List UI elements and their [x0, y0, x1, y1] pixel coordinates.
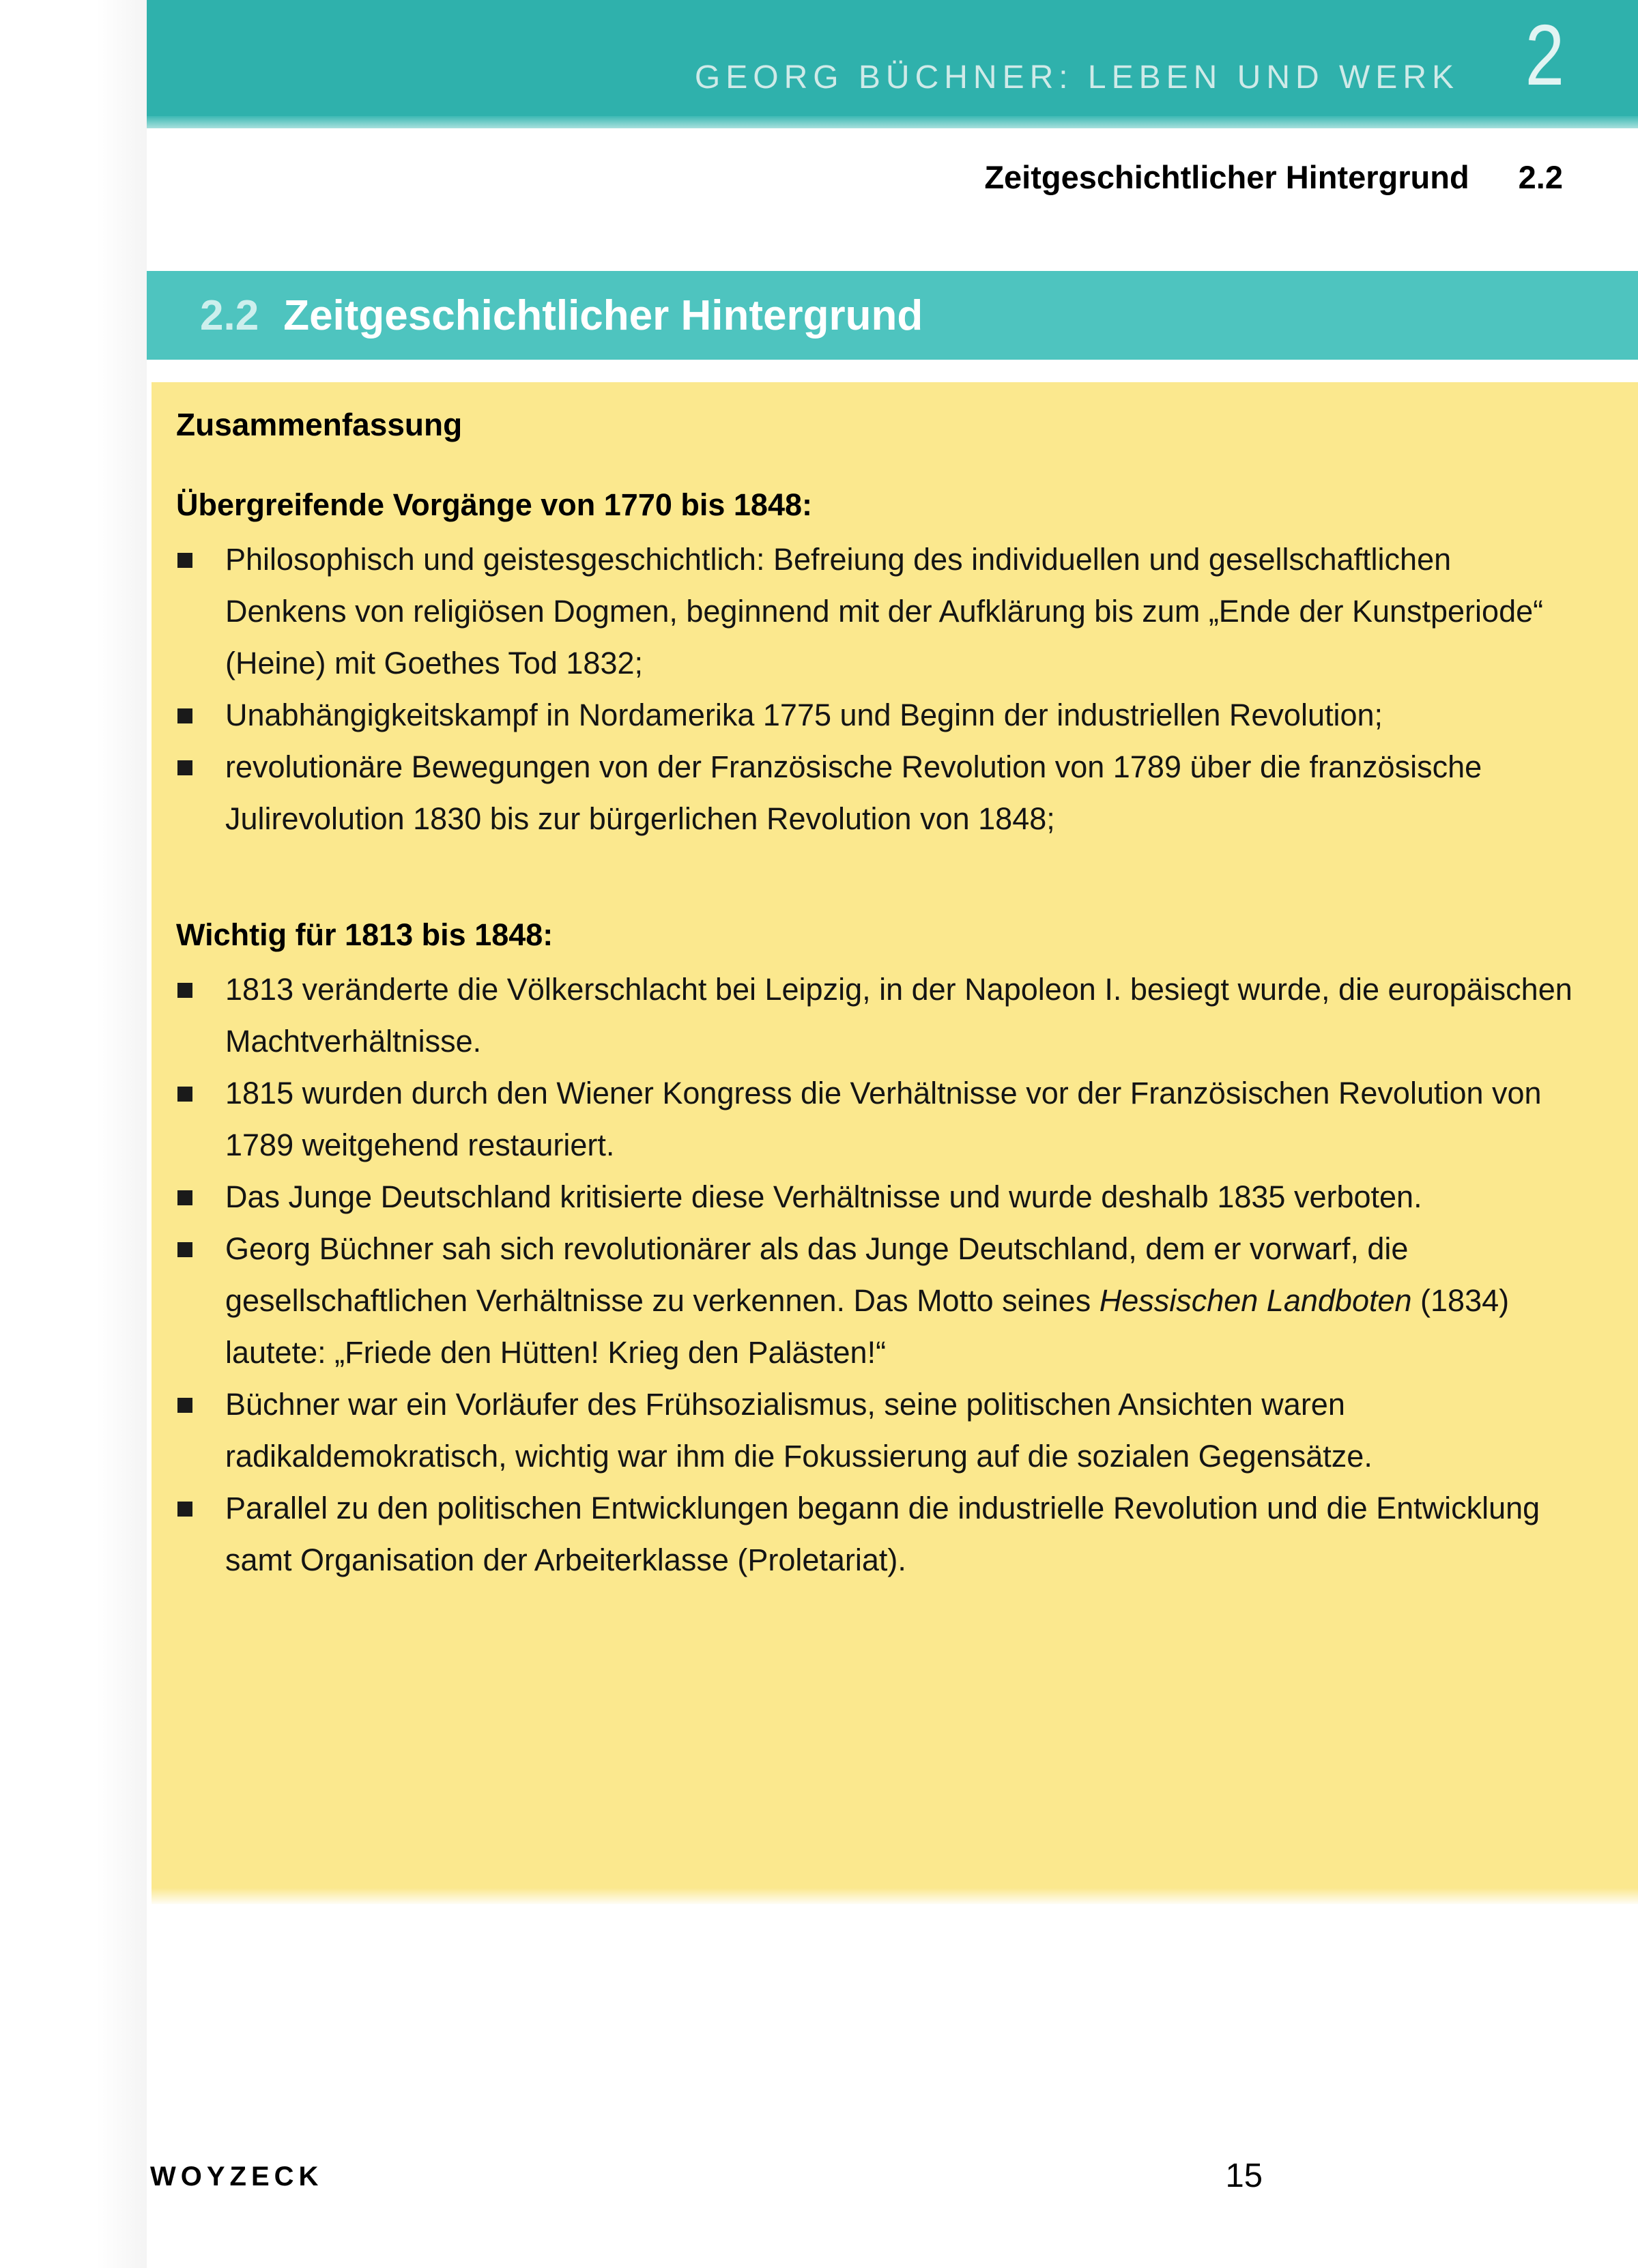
list-item — [176, 1482, 1573, 1586]
summary-box — [152, 382, 1638, 1904]
list-item — [176, 1171, 1573, 1223]
bullet-square-icon — [177, 1190, 192, 1205]
list-item-text: Unabhängigkeitskampf in Nordamerika 1775 und Beginn der industriellen Revolution; — [225, 698, 1383, 732]
chapter-header-bar — [147, 0, 1638, 116]
footer-page-number: 15 — [1225, 2157, 1263, 2194]
bullet-square-icon — [177, 983, 192, 998]
list-item — [176, 1379, 1573, 1482]
chapter-number: 2 — [1525, 7, 1564, 103]
page-margin-shadow — [96, 0, 147, 2268]
bullet-square-icon — [177, 1502, 192, 1517]
breadcrumb — [984, 158, 1563, 196]
list-item — [176, 964, 1573, 1067]
list-item-text: Parallel zu den politischen Entwicklungen begann die industrielle Revolution und die Entwicklung samt Organisation der Arbeiterklasse (Proletariat). — [225, 1491, 1540, 1577]
list-item — [176, 1067, 1573, 1171]
bullet-square-icon — [177, 1087, 192, 1102]
section-number: 2.2 — [200, 291, 259, 339]
summary-heading: Zusammenfassung — [176, 407, 463, 442]
list-item-text: 1813 veränderte die Völkerschlacht bei Leipzig, in der Napoleon I. besiegt wurde, die europäischen Machtverhältnisse. — [225, 972, 1572, 1059]
bullet-list — [176, 534, 1573, 845]
bullet-square-icon — [177, 708, 192, 723]
footer-book-title: WOYZECK — [150, 2162, 324, 2192]
list-item-text: Philosophisch und geistesgeschichtlich: Befreiung des individuellen und gesellschaftlichen Denkens von religiösen Dogmen, beginnend mit der Aufklärung bis zum „Ende der Kunstperiode“ (Heine) mit Goethes Tod 1832; — [225, 542, 1544, 680]
list-item-text: Büchner war ein Vorläufer des Frühsozialismus, seine politischen Ansichten waren radikaldemokratisch, wichtig war ihm die Fokussierung auf die sozialen Gegensätze. — [225, 1387, 1373, 1474]
list-item-text: Das Junge Deutschland kritisierte diese Verhältnisse und wurde deshalb 1835 verboten. — [225, 1179, 1422, 1214]
breadcrumb-section-number: 2.2 — [1518, 159, 1563, 195]
list-item — [176, 1223, 1573, 1379]
group-heading: Wichtig für 1813 bis 1848: — [176, 917, 554, 952]
section-title: Zeitgeschichtlicher Hintergrund — [283, 291, 923, 339]
breadcrumb-title: Zeitgeschichtlicher Hintergrund — [984, 159, 1469, 195]
list-item — [176, 689, 1573, 741]
list-item-text: Georg Büchner sah sich revolutionärer als das Junge Deutschland, dem er vorwarf, die gesellschaftlichen Verhältnisse zu verkennen. Das Motto seines Hessischen Landboten (1834) lautete: „Friede den Hütten! Krieg den Palästen!“ — [225, 1231, 1510, 1370]
chapter-header-bar-accent — [147, 116, 1638, 128]
bullet-square-icon — [177, 1398, 192, 1413]
bullet-list — [176, 964, 1573, 1586]
list-item-text: 1815 wurden durch den Wiener Kongress die Verhältnisse vor der Französischen Revolution von 1789 weitgehend restauriert. — [225, 1076, 1542, 1162]
chapter-header-title: GEORG BÜCHNER: LEBEN UND WERK — [694, 59, 1459, 96]
section-title-bar — [147, 271, 1638, 360]
list-item — [176, 741, 1573, 845]
bullet-square-icon — [177, 1242, 192, 1257]
list-item-text: revolutionäre Bewegungen von der Französische Revolution von 1789 über die französische Julirevolution 1830 bis zur bürgerlichen Revolution von 1848; — [225, 749, 1482, 836]
summary-group — [176, 915, 1573, 1586]
bullet-square-icon — [177, 760, 192, 775]
list-item — [176, 534, 1573, 689]
summary-groups — [176, 485, 1573, 1586]
group-heading: Übergreifende Vorgänge von 1770 bis 1848: — [176, 487, 812, 522]
bullet-square-icon — [177, 553, 192, 568]
summary-group — [176, 485, 1573, 845]
